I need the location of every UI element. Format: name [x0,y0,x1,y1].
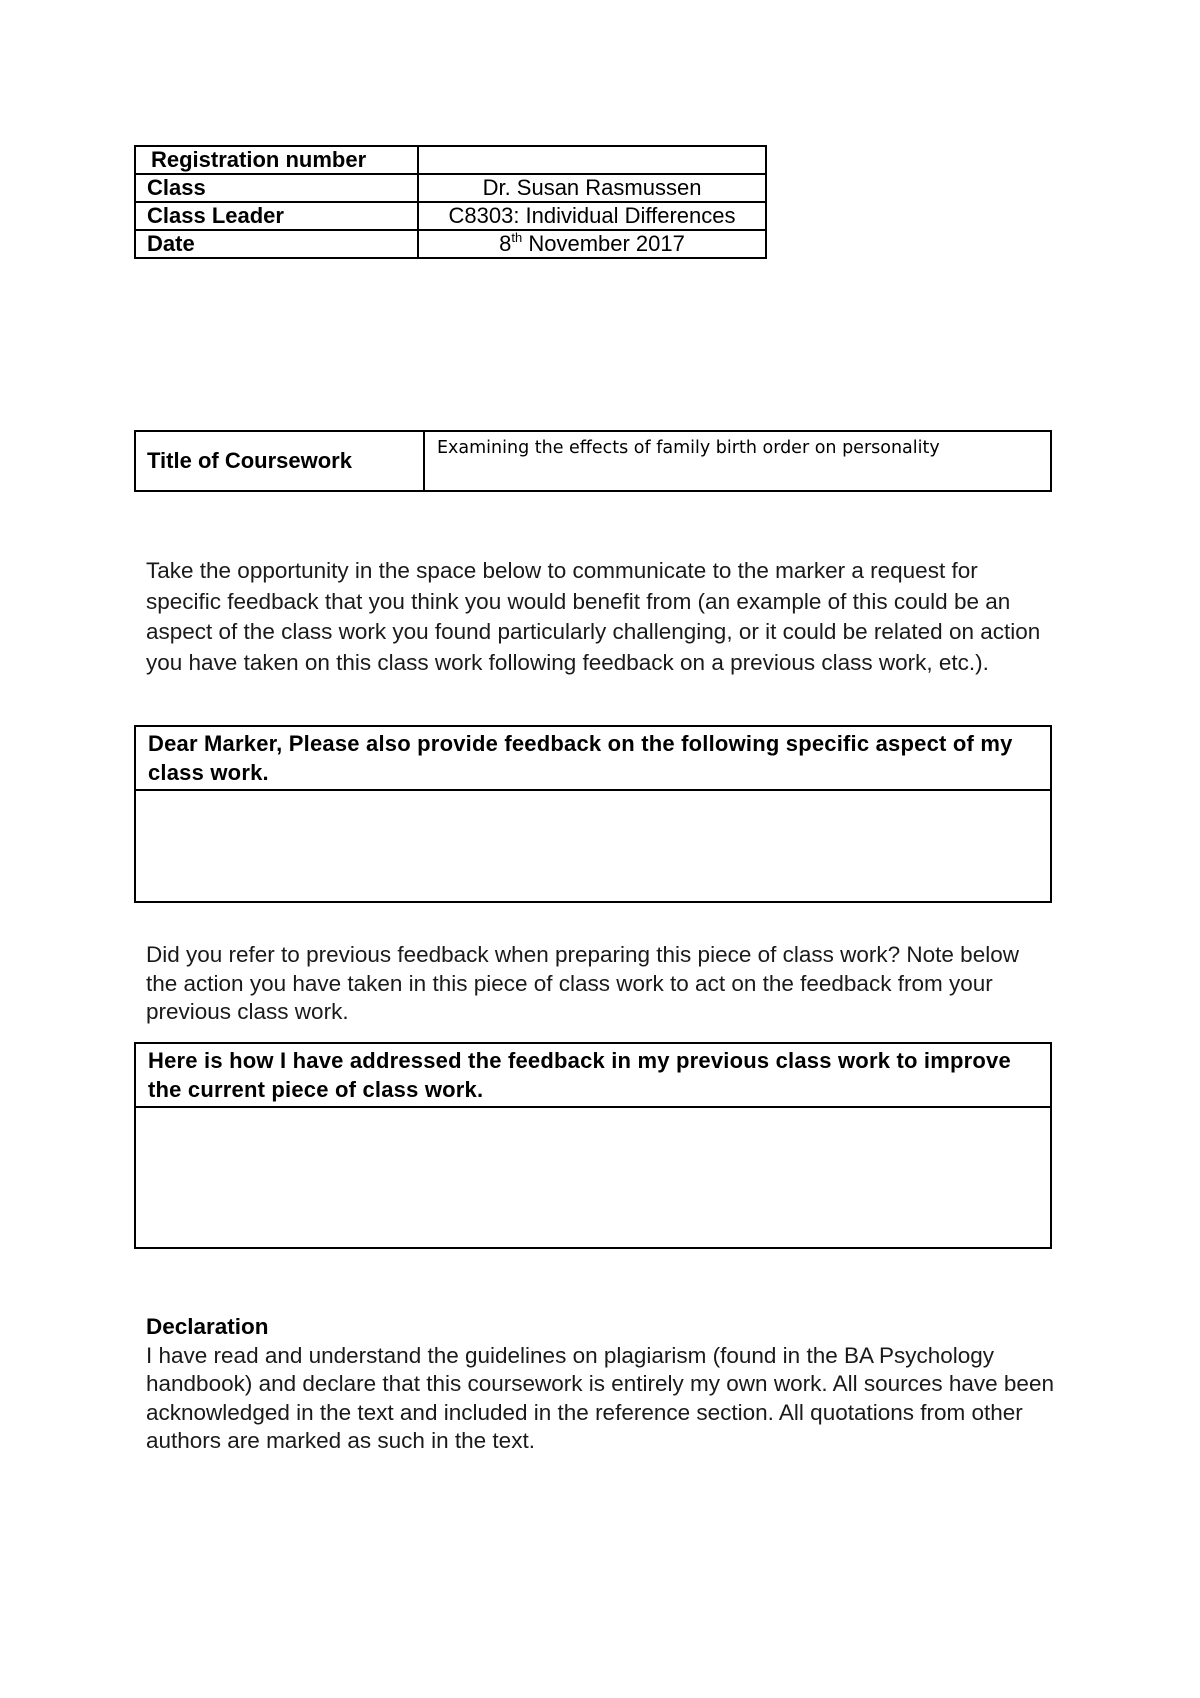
class-leader-label: Class Leader [135,202,418,230]
date-day: 8 [499,231,512,256]
previous-feedback-box [134,1042,1052,1249]
previous-feedback-instructions: Did you refer to previous feedback when preparing this piece of class work? Note below the action you have taken in this piece of class work to act on the feedback from your previous class work. [146,942,1019,1024]
feedback-request-instructions: Take the opportunity in the space below to communicate to the marker a request for specific feedback that you think you would benefit from (an example of this could be an aspect of the class work you found particularly challenging, or it could be related on action you have taken on this class work following feedback on a previous class work, etc.). [146,558,1041,675]
coursework-title-value: Examining the effects of family birth order on personality [424,431,1051,491]
declaration-text: I have read and understand the guidelines on plagiarism (found in the BA Psychology handbook) and declare that this coursework is entirely my own work. All sources have been acknowledged in the text and included in the reference section. All quotations from other authors are marked as such in the text. [146,1342,1054,1453]
feedback-request-field[interactable] [135,790,1051,902]
class-leader-value: C8303: Individual Differences [418,202,766,230]
coursework-title-table [134,430,1052,492]
class-value: Dr. Susan Rasmussen [418,174,766,202]
feedback-request-box [134,725,1052,903]
class-label: Class [135,174,418,202]
info-table [134,145,767,259]
feedback-request-header: Dear Marker, Please also provide feedback on the following specific aspect of my class work. [135,726,1051,790]
previous-feedback-header: Here is how I have addressed the feedback in my previous class work to improve the current piece of class work. [135,1043,1051,1107]
registration-number-value [418,146,766,174]
info-row-registration [135,146,766,174]
date-suffix: th [511,230,523,245]
previous-feedback-field[interactable] [135,1107,1051,1248]
date-value [418,230,766,258]
registration-number-label: Registration number [135,146,418,174]
info-row-class [135,174,766,202]
coursework-title-label: Title of Coursework [135,431,424,491]
declaration-section [146,1313,1056,1456]
date-label: Date [135,230,418,258]
date-rest: November 2017 [522,231,685,256]
info-row-date [135,230,766,258]
info-row-class-leader [135,202,766,230]
declaration-heading: Declaration [146,1314,269,1339]
